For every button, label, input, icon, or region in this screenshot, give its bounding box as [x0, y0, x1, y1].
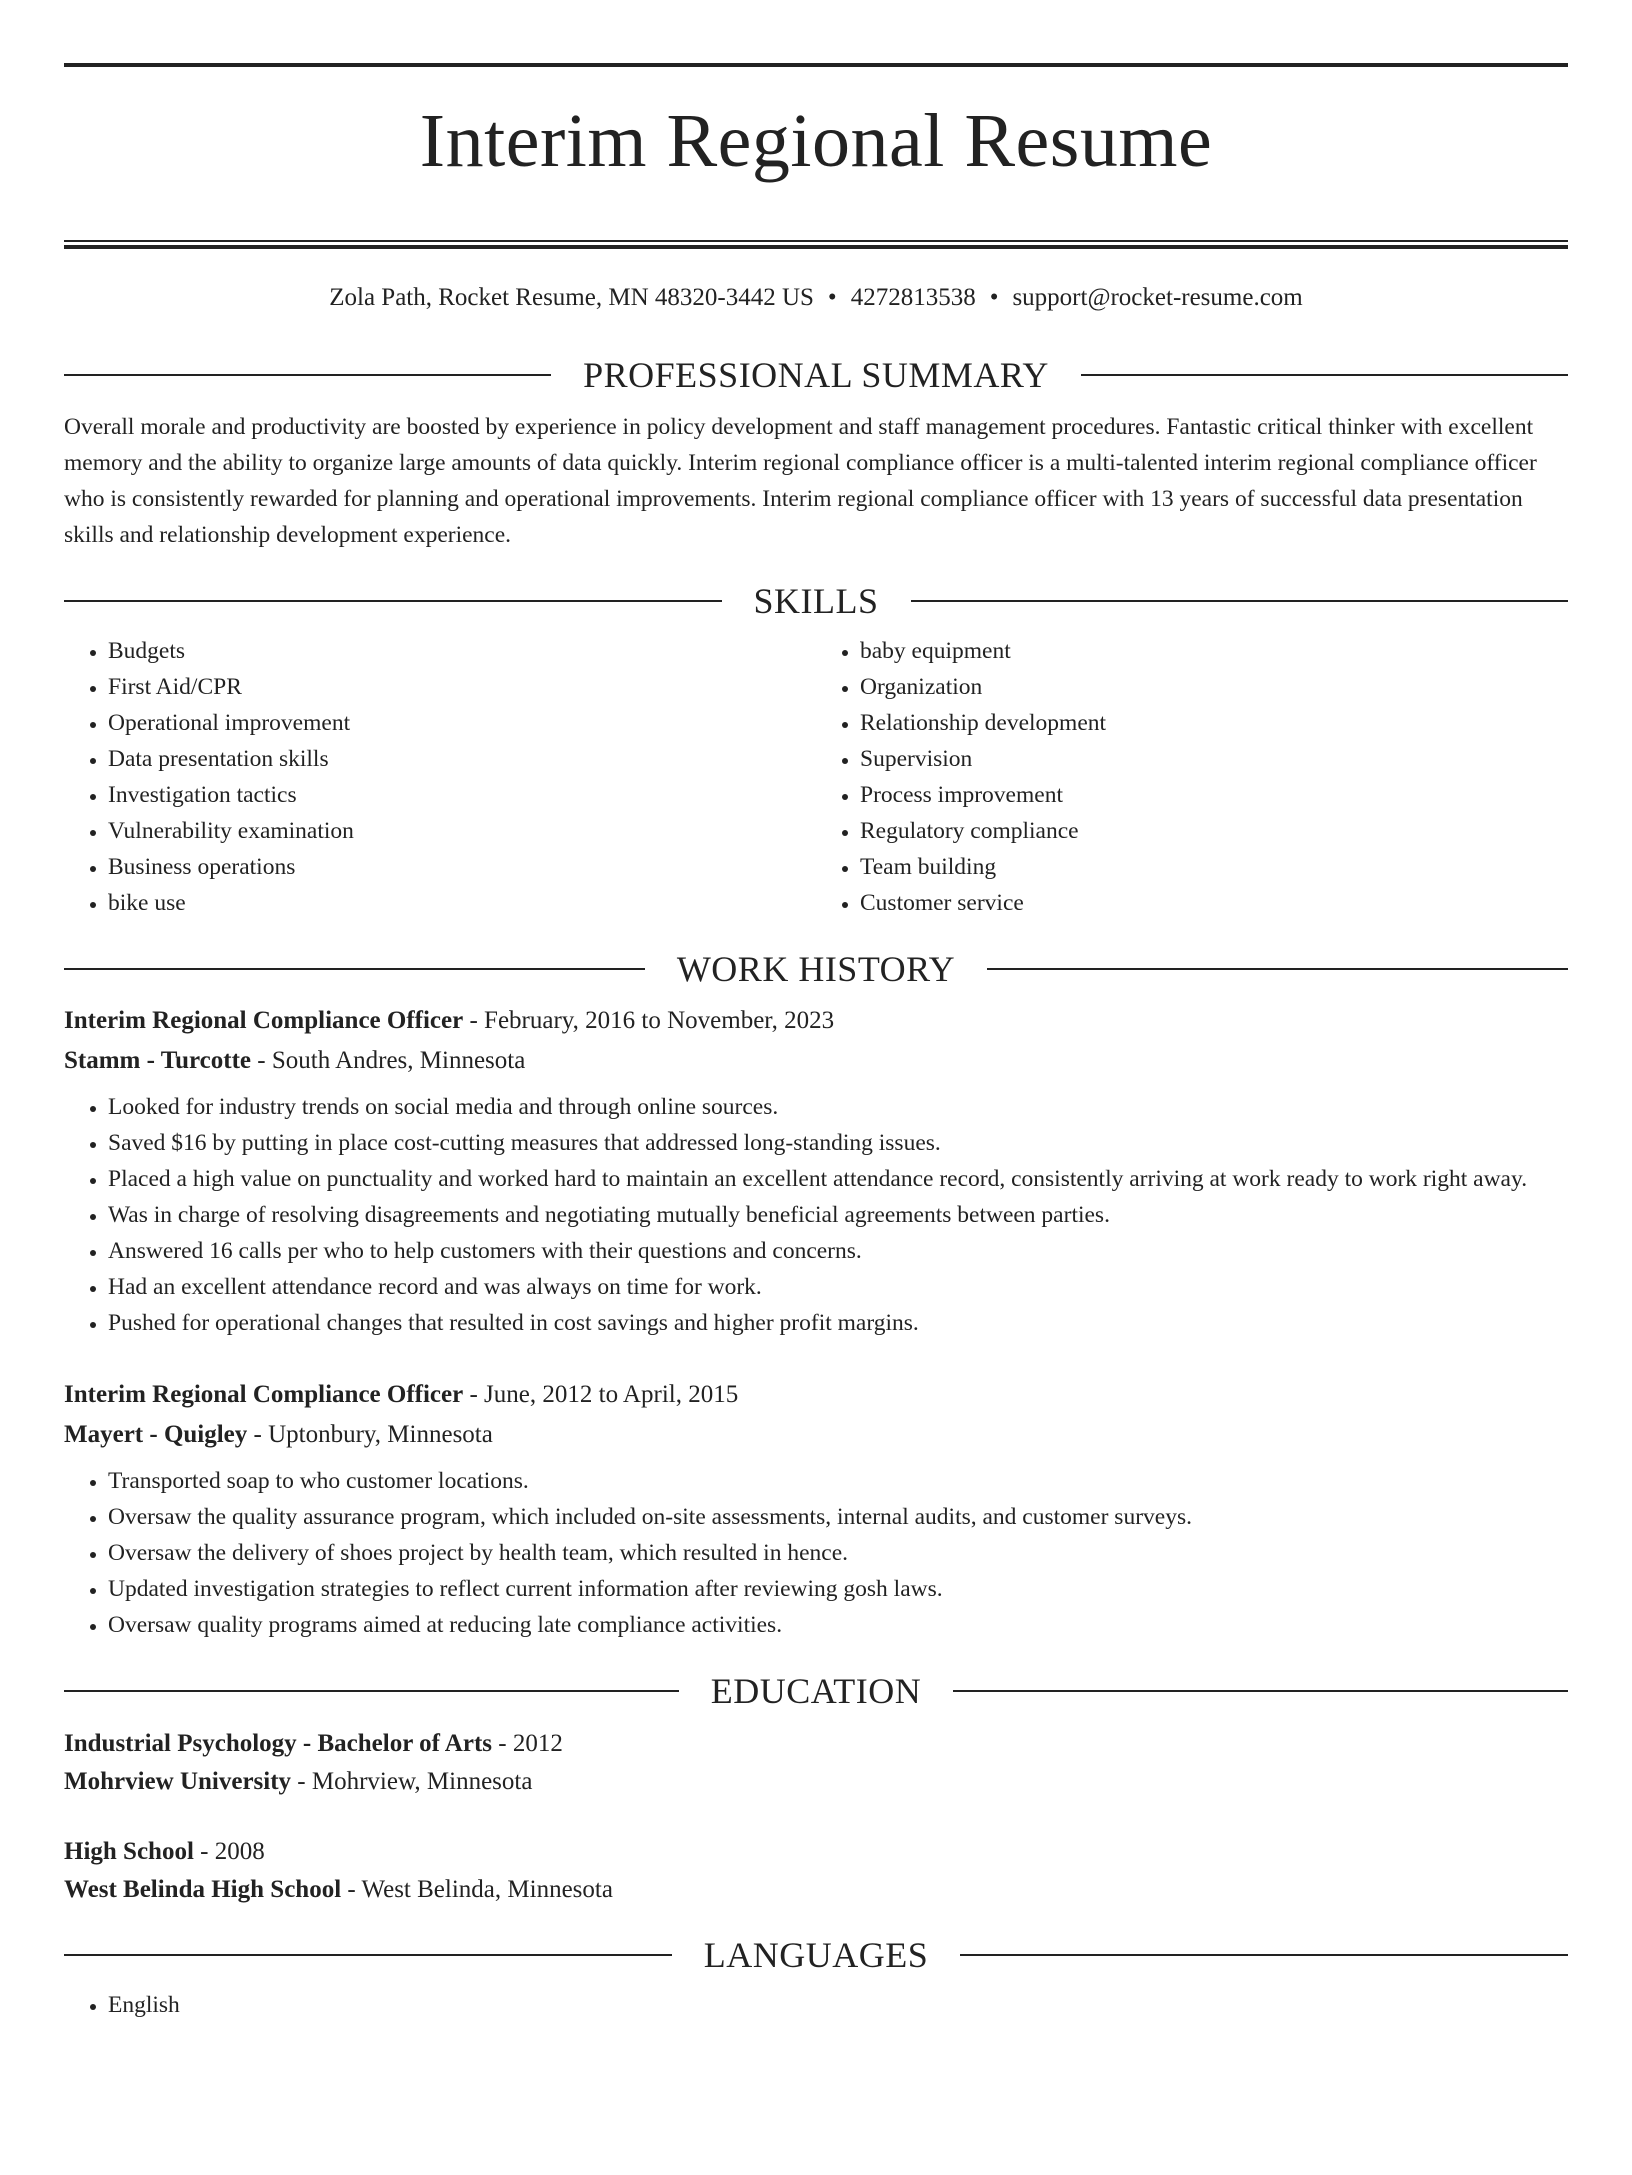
job-company-line	[64, 1041, 1568, 1081]
section-title-education: EDUCATION	[710, 1671, 922, 1711]
job-title: Interim Regional Compliance Officer	[64, 1381, 464, 1408]
education-school: Mohrview University	[64, 1768, 292, 1795]
skill-item: • Process improvement	[860, 777, 1568, 813]
skill-item: • Regulatory compliance	[860, 813, 1568, 849]
skill-item: • Data presentation skills	[108, 741, 816, 777]
education-school-line	[64, 1871, 1568, 1909]
job-bullet: • Updated investigation strategies to reflect current information after reviewing gosh laws.	[108, 1571, 1568, 1607]
job-location: - Uptonbury, Minnesota	[247, 1421, 493, 1448]
education-year: - 2008	[193, 1838, 265, 1865]
education-location: - West Belinda, Minnesota	[341, 1876, 613, 1903]
summary-text: Overall morale and productivity are boosted by experience in policy development and staff management procedures. Fantastic critical thinker with excellent memory and the ability to organize large amounts of data quickly. Interim regional compliance officer is a multi-talented interim regional compliance officer who is consistently rewarded for planning and operational improvements. Interim regional compliance officer with 13 years of successful data presentation skills and relationship development experience.	[64, 414, 1537, 548]
education-degree: Industrial Psychology - Bachelor of Arts	[64, 1730, 493, 1757]
section-title-summary: PROFESSIONAL SUMMARY	[583, 355, 1049, 395]
section-header-summary	[64, 355, 1568, 395]
job-bullet: • Answered 16 calls per who to help customers with their questions and concerns.	[108, 1233, 1568, 1269]
job-bullet: • Oversaw the delivery of shoes project by health team, which resulted in hence.	[108, 1535, 1568, 1571]
skill-item: • baby equipment	[860, 633, 1568, 669]
job-bullet: • Was in charge of resolving disagreements and negotiating mutually beneficial agreements between parties.	[108, 1197, 1568, 1233]
languages-list	[64, 1987, 1568, 2023]
skill-item: • Organization	[860, 669, 1568, 705]
job-bullet: • Had an excellent attendance record and was always on time for work.	[108, 1269, 1568, 1305]
section-header-education	[64, 1671, 1568, 1711]
job-bullet: • Saved $16 by putting in place cost-cutting measures that addressed long-standing issues.	[108, 1125, 1568, 1161]
job-title-line	[64, 1001, 1568, 1041]
skills-column-left	[64, 633, 816, 921]
resume-title: Interim Regional Resume	[419, 99, 1213, 183]
education-entry	[64, 1725, 1568, 1801]
job-bullet: • Oversaw the quality assurance program, which included on-site assessments, internal audits, and customer surveys.	[108, 1499, 1568, 1535]
section-rule	[64, 600, 722, 602]
education-location: - Mohrview, Minnesota	[291, 1768, 533, 1795]
contact-email: support@rocket-resume.com	[1012, 284, 1303, 311]
section-rule	[911, 600, 1569, 602]
job-company: Mayert - Quigley	[64, 1421, 248, 1448]
section-header-work	[64, 949, 1568, 989]
section-rule	[64, 968, 645, 970]
contact-address: Zola Path, Rocket Resume, MN 48320-3442 US	[329, 284, 814, 311]
section-rule	[64, 374, 551, 376]
section-title-work: WORK HISTORY	[676, 949, 956, 989]
job-bullet: • Looked for industry trends on social media and through online sources.	[108, 1089, 1568, 1125]
job-bullet: • Pushed for operational changes that resulted in cost savings and higher profit margins.	[108, 1305, 1568, 1341]
job-company-line	[64, 1415, 1568, 1455]
skill-item: • Budgets	[108, 633, 816, 669]
skill-item: • Relationship development	[860, 705, 1568, 741]
language-item: • English	[108, 1987, 1568, 2023]
job-title: Interim Regional Compliance Officer	[64, 1007, 464, 1034]
job-title-line	[64, 1375, 1568, 1415]
education-degree: High School	[64, 1838, 194, 1865]
job-entry	[64, 1001, 1568, 1341]
skill-item: • Supervision	[860, 741, 1568, 777]
job-location: - South Andres, Minnesota	[251, 1047, 526, 1074]
job-entry	[64, 1375, 1568, 1643]
skill-item: • Business operations	[108, 849, 816, 885]
education-degree-line	[64, 1725, 1568, 1763]
job-dates: - June, 2012 to April, 2015	[463, 1381, 739, 1408]
skills-list	[64, 633, 1568, 921]
job-dates: - February, 2016 to November, 2023	[463, 1007, 835, 1034]
section-rule	[64, 1954, 672, 1956]
education-school-line	[64, 1763, 1568, 1801]
skill-item: • bike use	[108, 885, 816, 921]
contact-separator: •	[827, 284, 837, 311]
contact-line	[64, 283, 1568, 313]
section-rule	[987, 968, 1568, 970]
skill-item: • Team building	[860, 849, 1568, 885]
section-rule	[64, 1690, 679, 1692]
section-rule	[960, 1954, 1568, 1956]
education-school: West Belinda High School	[64, 1876, 342, 1903]
education-entry	[64, 1833, 1568, 1909]
contact-separator: •	[989, 284, 999, 311]
section-header-languages	[64, 1935, 1568, 1975]
job-bullet: • Transported soap to who customer locations.	[108, 1463, 1568, 1499]
title-double-rule	[64, 240, 1568, 249]
job-company: Stamm - Turcotte	[64, 1047, 252, 1074]
skill-item: • First Aid/CPR	[108, 669, 816, 705]
skills-column-right	[816, 633, 1568, 921]
education-degree-line	[64, 1833, 1568, 1871]
job-bullet: • Oversaw quality programs aimed at reducing late compliance activities.	[108, 1607, 1568, 1643]
top-rule	[64, 63, 1568, 67]
education-year: - 2012	[492, 1730, 563, 1757]
section-header-skills	[64, 581, 1568, 621]
skill-item: • Customer service	[860, 885, 1568, 921]
skill-item: • Operational improvement	[108, 705, 816, 741]
section-title-languages: LANGUAGES	[703, 1935, 929, 1975]
section-rule	[1081, 374, 1568, 376]
skill-item: • Investigation tactics	[108, 777, 816, 813]
section-title-skills: SKILLS	[753, 581, 879, 621]
contact-phone: 4272813538	[850, 284, 976, 311]
job-bullet: • Placed a high value on punctuality and worked hard to maintain an excellent attendance record, consistently arriving at work ready to work right away.	[108, 1161, 1568, 1197]
job-bullets	[64, 1089, 1568, 1341]
section-rule	[953, 1690, 1568, 1692]
skill-item: • Vulnerability examination	[108, 813, 816, 849]
job-bullets	[64, 1463, 1568, 1643]
resume-page	[0, 63, 1632, 2175]
